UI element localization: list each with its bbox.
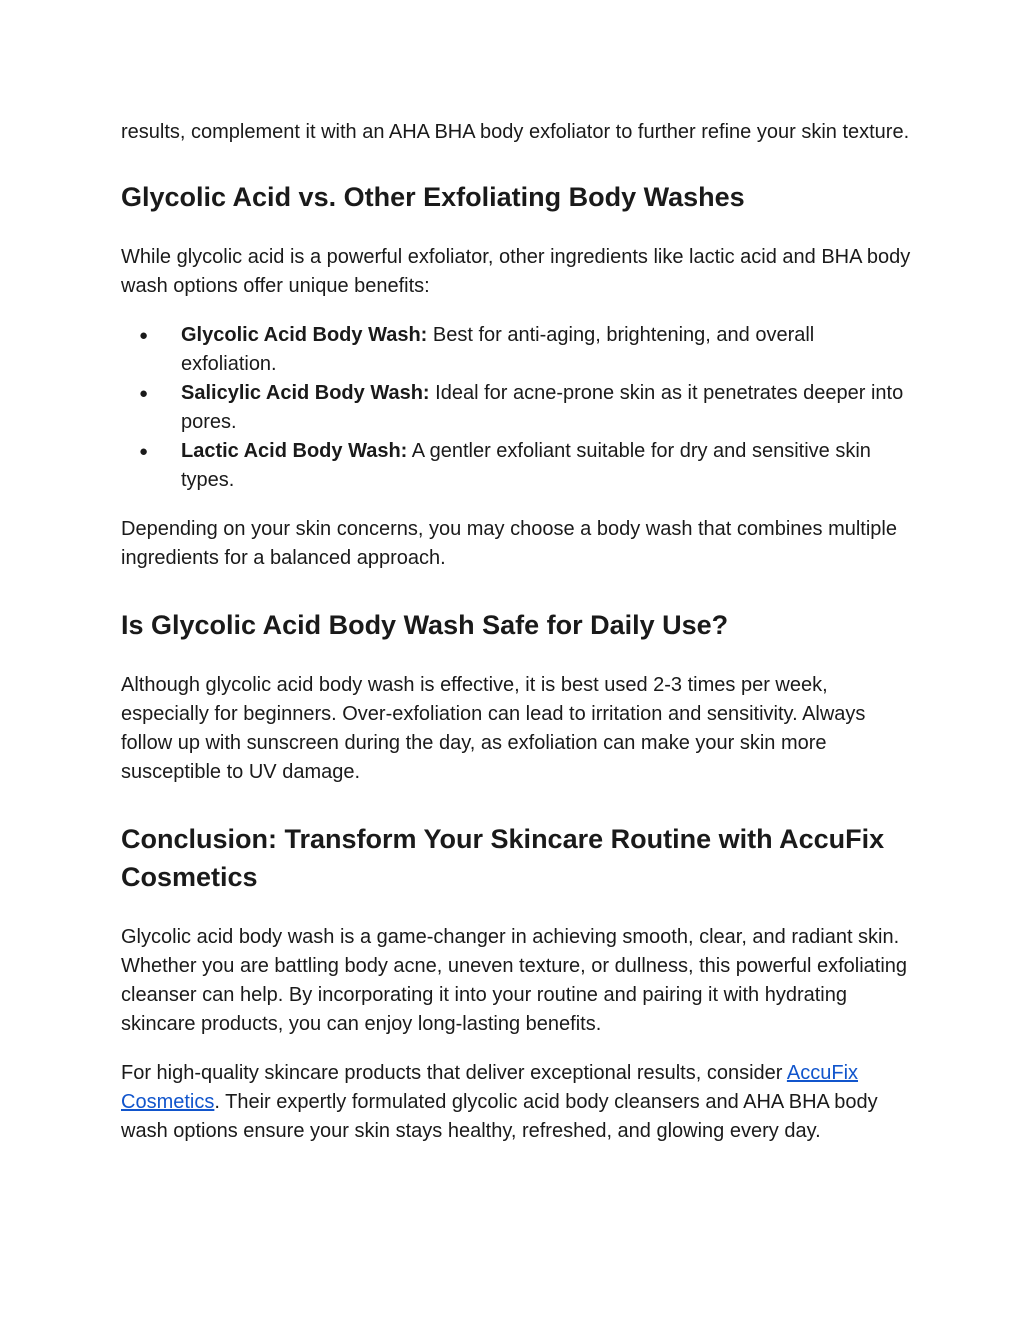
intro-paragraph-tail: results, complement it with an AHA BHA body exfoliator to further refine your skin texture. [121, 121, 910, 143]
final-text-before-link: For high-quality skincare products that deliver exceptional results, consider [121, 1062, 787, 1084]
list-item-text: A gentler exfoliant suitable for dry and sensitive skin types. [181, 440, 871, 491]
conclusion-final-paragraph [121, 1059, 911, 1146]
final-text-after-link: . Their expertly formulated glycolic acid body cleansers and AHA BHA body wash options ensure your skin stays healthy, refreshed, and glowing every day. [121, 1091, 878, 1142]
safety-body: Although glycolic acid body wash is effective, it is best used 2-3 times per week, especially for beginners. Over-exfoliation can lead to irritation and sensitivity. Always follow up with sunscreen during the day, as exfoliation can make your skin more susceptible to UV damage. [121, 674, 866, 783]
list-item-text: Ideal for acne-prone skin as it penetrates deeper into pores. [181, 382, 904, 433]
accufix-cosmetics-link[interactable]: AccuFix Cosmetics [121, 1062, 859, 1113]
safety-heading: Is Glycolic Acid Body Wash Safe for Daily Use? [121, 610, 729, 640]
comparison-heading: Glycolic Acid vs. Other Exfoliating Body Washes [121, 182, 745, 212]
list-item-term: Salicylic Acid Body Wash: [181, 382, 430, 404]
document-page [121, 118, 911, 1146]
list-item-term: Glycolic Acid Body Wash: [181, 324, 428, 346]
list-item [121, 437, 911, 495]
comparison-outro: Depending on your skin concerns, you may choose a body wash that combines multiple ingredients for a balanced approach. [121, 518, 897, 569]
bullet-icon: ● [139, 385, 149, 402]
list-item-term: Lactic Acid Body Wash: [181, 440, 408, 462]
bullet-icon: ● [139, 327, 149, 344]
list-item-text: Best for anti-aging, brightening, and overall exfoliation. [181, 324, 815, 375]
list-item [121, 321, 911, 379]
conclusion-heading: Conclusion: Transform Your Skincare Routine with AccuFix Cosmetics [121, 824, 885, 892]
bullet-icon: ● [139, 443, 149, 460]
comparison-list [121, 321, 911, 495]
conclusion-body: Glycolic acid body wash is a game-changer in achieving smooth, clear, and radiant skin. Whether you are battling body acne, uneven texture, or dullness, this powerful exfoliating cleanser can help. By incorporating it into your routine and pairing it with hydrating skincare products, you can enjoy long-lasting benefits. [121, 926, 908, 1035]
comparison-intro: While glycolic acid is a powerful exfoliator, other ingredients like lactic acid and BHA body wash options offer unique benefits: [121, 246, 911, 297]
list-item [121, 379, 911, 437]
